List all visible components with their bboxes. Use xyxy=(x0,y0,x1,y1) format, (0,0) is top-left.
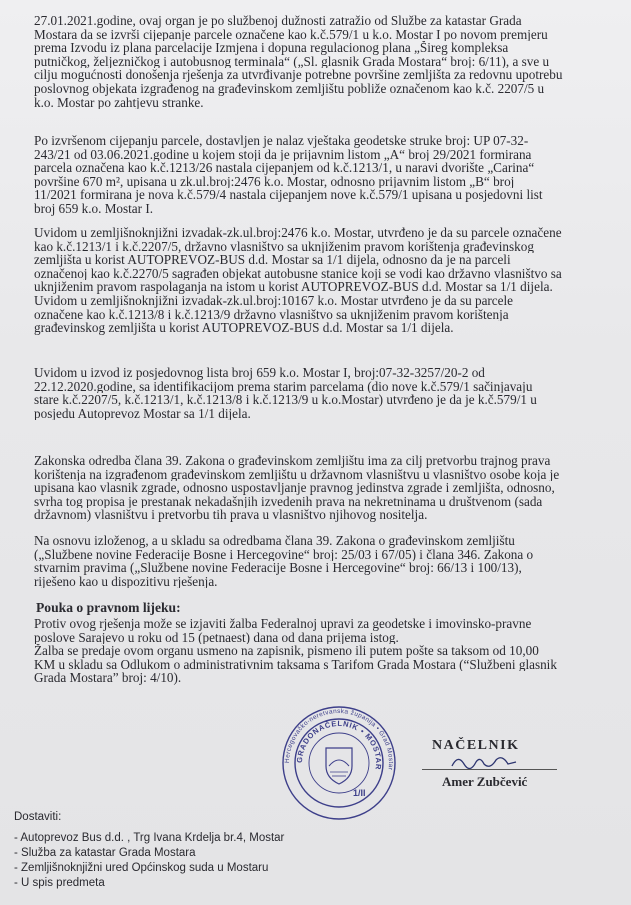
paragraph-possession-list xyxy=(34,366,590,420)
text-line: cilju mogućnosti donošenja rješenja za utvrđivanje potrebne površine zemljišta za redovnu upotrebu xyxy=(34,68,563,82)
official-stamp xyxy=(280,704,398,822)
text-line: 11/2021 formirana je nova k.č.579/4 nastala cijepanjem nove k.č.579/1 upisana u posjedovni list xyxy=(34,188,543,202)
stamp-number: 1/II xyxy=(353,788,366,798)
text-line: svrha tog propisa je prestanak nekadašnjih izvedenih prava na nekretninama u društvenom (sada xyxy=(34,494,543,509)
stamp-inner-text: GRADONAČELNIK • MOSTAR xyxy=(294,718,384,771)
paragraph-legal-remedy xyxy=(34,617,590,685)
text-line: Zakonska odredba člana 39. Zakona o građevinskom zemljištu ima za cilj pretvorbu trajnog prava xyxy=(34,454,551,468)
signature-title: NAČELNIK xyxy=(432,738,520,753)
paragraph-land-registry xyxy=(34,226,590,335)
text-line: poslove Sarajevo u roku od 15 (petnaest) dana od dana prijema istog. xyxy=(34,630,399,645)
text-line: putničkog, željezničkog i autobusnog terminala“ („Sl. glasnik Grada Mostara“ broj: 6/11), a sve u xyxy=(34,54,550,69)
text-line: 243/21 od 03.06.2021.godine u kojem stoji da je prijavnim listom „A“ broj 29/2021 formirana xyxy=(34,147,532,162)
text-line: upisana kao vlasnik zgrade, odnosno uspostavljanje pravnog jedinstva zgrade i zemljišta, odnosno, xyxy=(34,481,555,495)
distribution-item: - Zemljišnoknjižni ured Općinskog suda u Mostaru xyxy=(14,862,269,874)
text-line: parcela označena kao k.č.1213/26 nastala cijepanjem od k.č.1213/1, u naravi dvorište „Carina“ xyxy=(34,161,535,175)
text-line: površine 670 m², upisana u zk.ul.broj:2476 k.o. Mostar, odnosno prijavnim listom „B“ broj xyxy=(34,174,515,189)
text-line: prema Izvodu iz plana parcelacije Izmjena i dopuna regulacionog plana „Šireg kompleksa xyxy=(34,41,509,55)
text-line: Na osnovu izloženog, a u skladu sa odredbama člana 39. Zakona o građevinskom zemljištu xyxy=(34,534,515,548)
text-line: Protiv ovog rješenja može se izjaviti žalba Federalnoj upravi za geodetske i imovinsko-pravne xyxy=(34,617,532,631)
coat-of-arms-icon xyxy=(326,748,352,784)
signature-line xyxy=(422,769,557,770)
paragraph-expert-findings xyxy=(34,134,590,216)
text-line: uknjiženim pravom raspolaganja na istom u korist AUTOPREVOZ-BUS d.d. Mostar sa 1/1 dijela. xyxy=(34,280,553,294)
text-line: posjedu Autoprevoz Mostar sa 1/1 dijela. xyxy=(34,406,251,421)
text-line: poslovnog objekata izgrađenog na građevinskom zemljištu pobliže označenom kao k.č. 2207/5 u xyxy=(34,81,545,96)
signatory-name: Amer Zubčević xyxy=(442,774,528,789)
text-line: („Službene novine Federacije Bosne i Hercegovine“ broj: 25/03 i 67/05) i člana 346. Zakona o xyxy=(34,547,534,562)
distribution-item: - U spis predmeta xyxy=(14,877,105,889)
text-line: građevinskog zemljišta u korist AUTOPREVOZ-BUS d.d. Mostar sa 1/1 dijela. xyxy=(34,321,454,335)
text-line: korištenja na izgrađenom građevinskom zemljištu u državnom vlasništvu u vlasništvo osobe koja je xyxy=(34,467,560,482)
text-line: stvarnim pravima („Službene novine Federacije Bosne i Hercegovine“ broj: 66/13 i 100/13), xyxy=(34,561,522,575)
text-line: Žalba se predaje ovom organu usmeno na zapisnik, pismeno ili putem pošte sa taksom od 10,00 xyxy=(34,644,539,658)
text-line: 27.01.2021.godine, ovaj organ je po službenoj dužnosti zatražio od Službe za katastar Grada xyxy=(34,14,522,28)
svg-text:GRADONAČELNIK • MOSTAR xyxy=(295,719,383,771)
legal-remedy-heading: Pouka o pravnom lijeku: xyxy=(36,600,181,615)
text-line: stare k.č.2207/5, k.č.1213/1, k.č.1213/8 i k.č.1213/9 u k.o.Mostar) utvrđeno je da je k.č.579/1 u xyxy=(34,393,537,407)
text-line: Mostara da se izvrši cijepanje parcele označene kao k.č.579/1 u k.o. Mostar I po novom premjeru xyxy=(34,27,548,42)
signature-block xyxy=(432,738,562,789)
distribution-label: Dostaviti: xyxy=(14,811,62,823)
text-line: riješeno kao u dispozitivu rješenja. xyxy=(34,574,218,589)
stamp-outer-text: Hercegovačko-neretvanska županija • Grad Mostar xyxy=(283,707,395,771)
paragraph-cadastre-request xyxy=(34,14,590,109)
text-line: 22.12.2020.godine, sa identifikacijom prema starim parcelama (dio nove k.č.579/1 sačinjavaju xyxy=(34,379,533,394)
text-line: Uvidom u zemljišnoknjižni izvadak-zk.ul.broj:2476 k.o. Mostar, utvrđeno je da su parcele označene xyxy=(34,226,562,240)
distribution-item: - Služba za katastar Grada Mostara xyxy=(14,847,196,859)
distribution-list xyxy=(14,810,284,891)
text-line: k.o. Mostar po zahtjevu stranke. xyxy=(34,95,204,110)
paragraph-decision-basis xyxy=(34,534,590,588)
text-line: kao k.č.1213/1 i k.č.2207/5, državno vlasništvo sa uknjiženim pravom korištenja građevinskog xyxy=(34,239,534,254)
text-line: KM u skladu sa Odlukom o administrativnim taksama s Tarifom Grada Mostara (“Službeni glasnik xyxy=(34,657,557,672)
text-line: Uvidom u zemljišnoknjižni izvadak-zk.ul.broj:10167 k.o. Mostar utvrđeno je da su parcele xyxy=(34,293,514,308)
text-line: državnom) vlasništvu i pretvorbu tih prava u vlasništvo njihovog nositelja. xyxy=(34,508,428,522)
text-line: zemljišta u korist AUTOPREVOZ-BUS d.d. Mostar sa 1/1 dijela, odnosno da je na parceli xyxy=(34,253,511,267)
text-line: označene kao k.č.1213/8 i k.č.1213/9 državno vlasništvo sa uknjiženim pravom korištenja xyxy=(34,307,509,322)
text-line: Po izvršenom cijepanju parcele, dostavljen je nalaz vještaka geodetske struke broj: UP 07-32- xyxy=(34,134,529,148)
paragraph-legal-provision xyxy=(34,454,590,522)
distribution-item: - Autoprevoz Bus d.d. , Trg Ivana Krdelja br.4, Mostar xyxy=(14,832,285,844)
text-line: Grada Mostara” broj: 4/10). xyxy=(34,671,182,685)
text-line: Uvidom u izvod iz posjedovnog lista broj 659 k.o. Mostar I, broj:07-32-3257/20-2 od xyxy=(34,366,485,380)
text-line: označenoj kao k.č.2270/5 sagrađen objekat autobusne stanice koji se vodi kao državno vlasništvo sa xyxy=(34,266,562,281)
text-line: broj 659 k.o. Mostar I. xyxy=(34,201,154,216)
